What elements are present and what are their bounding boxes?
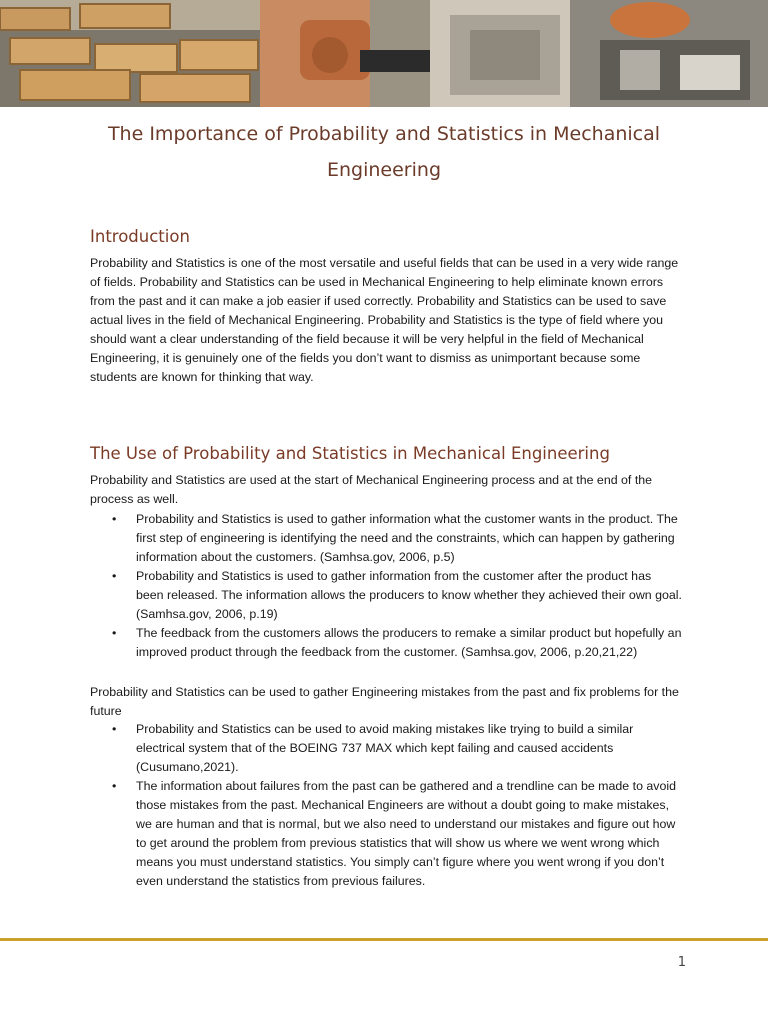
bullet-icon: • — [112, 779, 117, 793]
list-item-text: The information about failures from the past can be gathered and a trendline can be made to avoid those mistakes from the past. Mechanical Engineers are without a doubt going to make mistakes, we are human and that is normal, but we also need to understand our mistakes and figure out how to get around the problem from previous statistics that will show us where we went wrong which means you must understand statistics. You simply can’t figure where you went wrong if you don’t even understand the statistics from previous failures. — [136, 779, 677, 888]
page-number: 1 — [677, 955, 686, 970]
list-item-text: The feedback from the customers allows the producers to remake a similar product but hopefully an improved product through the feedback from the customer. (Samhsa.gov, 2006, p.20,21,22) — [136, 626, 682, 659]
bullet-icon: • — [112, 626, 117, 640]
list-item-text: Probability and Statistics can be used to avoid making mistakes like trying to build a similar electrical system that of the BOEING 737 MAX which kept failing and caused accidents (Cusumano,2021). — [136, 722, 634, 774]
mistakes-paragraph: Probability and Statistics can be used to gather Engineering mistakes from the past and fix problems for the future — [90, 685, 679, 718]
header-photo-illustration — [0, 0, 768, 107]
list-item — [90, 567, 682, 624]
bullet-icon: • — [112, 512, 117, 526]
bullet-list-mistakes — [90, 720, 682, 891]
header-photo-robotic-assembly — [0, 0, 768, 107]
introduction-paragraph: Probability and Statistics is one of the most versatile and useful fields that can be used in a very wide range of fields. Probability and Statistics can be used in Mechanical Engineering to help eliminate known errors from the past and it can make a job easier if used correctly. Probability and Statistics can be used to save actual lives in the field of Mechanical Engineering. Probability and Statistics is the type of field where you should want a clear understanding of the field because it will be very helpful in the field of Mechanical Engineering, it is genuinely one of the fields you don’t want to dismiss as unimportant because some students are known for thinking that way. — [90, 256, 679, 384]
footer-divider — [0, 938, 768, 941]
bullet-icon: • — [112, 569, 117, 583]
list-item — [90, 624, 682, 662]
list-item — [90, 777, 682, 891]
document-title: The Importance of Probability and Statistics in Mechanical Engineering — [107, 123, 661, 181]
list-item-text: Probability and Statistics is used to gather information what the customer wants in the product. The first step of engineering is identifying the need and the constraints, which can happen by gathering information about the customers. (Samhsa.gov, 2006, p.5) — [136, 512, 678, 564]
list-item-text: Probability and Statistics is used to gather information from the customer after the product has been released. The information allows the producers to know whether they achieved their own goal. (Samhsa.gov, 2006, p.19) — [136, 569, 682, 621]
list-item — [90, 720, 682, 777]
section-heading-use: The Use of Probability and Statistics in Mechanical Engineering — [90, 444, 610, 463]
bullet-icon: • — [112, 722, 117, 736]
use-intro-paragraph: Probability and Statistics are used at the start of Mechanical Engineering process and at the end of the process as well. — [90, 473, 653, 506]
list-item — [90, 510, 682, 567]
section-heading-introduction: Introduction — [90, 227, 190, 246]
bullet-list-customer — [90, 510, 682, 662]
